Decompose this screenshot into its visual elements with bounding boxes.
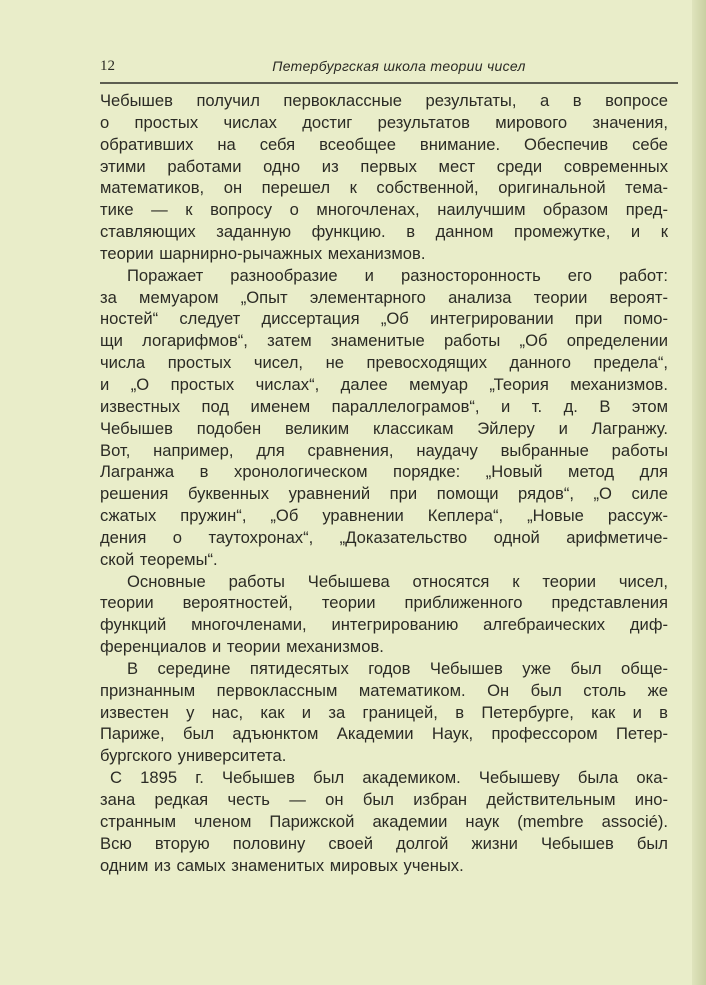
running-title: Петербургская школа теории чисел bbox=[272, 58, 526, 74]
running-header bbox=[100, 58, 678, 80]
text-line: Всю вторую половину своей долгой жизни Чебышев был bbox=[100, 833, 668, 853]
text-line: ференциалов и теории механизмов. bbox=[100, 637, 384, 657]
text-line: математиков, он перешел к собственной, оригинальной тема- bbox=[100, 178, 668, 198]
paragraph bbox=[100, 658, 668, 767]
text-line: известных под именем параллелограмов“, и т. д. В этом bbox=[100, 396, 668, 416]
text-line: известен у нас, как и за границей, в Петербурге, как и в bbox=[100, 702, 668, 722]
page-body bbox=[100, 90, 668, 876]
text-line: тике — к вопросу о многочленах, наилучшим образом пред- bbox=[100, 200, 668, 220]
text-line: ностей“ следует диссертация „Об интегрировании при помо- bbox=[100, 309, 668, 329]
text-line: сжатых пружин“, „Об уравнении Кеплера“, „Новые рассуж- bbox=[100, 506, 668, 526]
text-line: Чебышев подобен великим классикам Эйлеру и Лагранжу. bbox=[100, 418, 668, 438]
text-line: и „О простых числах“, далее мемуар „Теория механизмов. bbox=[100, 374, 668, 394]
text-line: Вот, например, для сравнения, наудачу выбранные работы bbox=[100, 440, 668, 460]
text-line: числа простых чисел, не превосходящих данного предела“, bbox=[100, 353, 668, 373]
text-line: странным членом Парижской академии наук (membre associé). bbox=[100, 811, 668, 831]
paragraph bbox=[100, 767, 668, 876]
paragraph bbox=[100, 571, 668, 658]
text-line: теории вероятностей, теории приближенного представления bbox=[100, 593, 668, 613]
text-line: щи логарифмов“, затем знаменитые работы „Об определении bbox=[100, 331, 668, 351]
page-edge-shadow bbox=[692, 0, 706, 985]
text-line: дения о таутохронах“, „Доказательство одной арифметиче- bbox=[100, 527, 668, 547]
text-line: решения буквенных уравнений при помощи рядов“, „О силе bbox=[100, 484, 668, 504]
text-line: В середине пятидесятых годов Чебышев уже был обще- bbox=[127, 658, 668, 678]
text-line: признанным первоклассным математиком. Он был столь же bbox=[100, 680, 668, 700]
text-line: зана редкая честь — он был избран действительным ино- bbox=[100, 790, 668, 809]
text-line: о простых числах достиг результатов мирового значения, bbox=[100, 112, 668, 132]
text-line: за мемуаром „Опыт элементарного анализа теории вероят- bbox=[100, 287, 668, 307]
text-line: одним из самых знаменитых мировых ученых. bbox=[100, 855, 464, 875]
paragraph bbox=[100, 265, 668, 571]
page-number: 12 bbox=[100, 58, 115, 74]
text-line: теории шарнирно-рычажных механизмов. bbox=[100, 243, 426, 263]
text-line: Основные работы Чебышева относятся к теории чисел, bbox=[127, 571, 668, 591]
text-line: С 1895 г. Чебышев был академиком. Чебышеву была ока- bbox=[110, 768, 668, 788]
paragraph bbox=[100, 90, 668, 265]
text-line: Чебышев получил первоклассные результаты, а в вопросе bbox=[100, 91, 668, 110]
text-line: ской теоремы“. bbox=[100, 549, 218, 569]
text-line: этими работами одно из первых мест среди современных bbox=[100, 156, 668, 176]
text-line: обративших на себя всеобщее внимание. Обеспечив себе bbox=[100, 134, 668, 154]
text-line: бургского университета. bbox=[100, 746, 287, 766]
text-line: ставляющих заданную функцию. в данном промежутке, и к bbox=[100, 222, 668, 242]
header-rule bbox=[100, 82, 678, 84]
text-line: Поражает разнообразие и разносторонность его работ: bbox=[127, 265, 668, 285]
text-line: Париже, был адъюнктом Академии Наук, профессором Петер- bbox=[100, 724, 668, 744]
text-line: Лагранжа в хронологическом порядке: „Новый метод для bbox=[100, 462, 668, 482]
text-line: функций многочленами, интегрированию алгебраических диф- bbox=[100, 615, 668, 635]
